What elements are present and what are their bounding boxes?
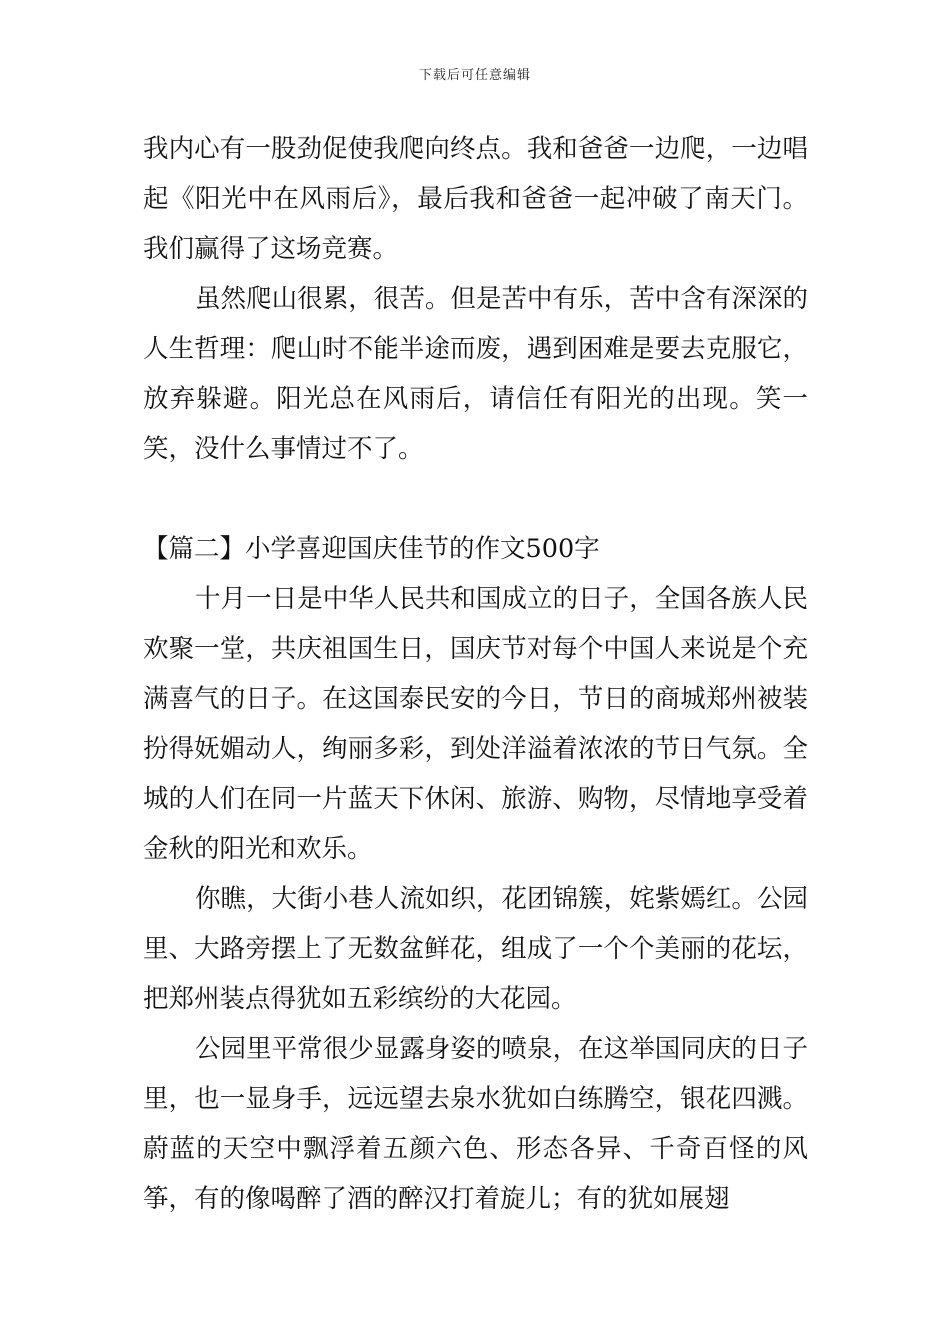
document-body: [143, 124, 808, 1224]
section-heading: 【篇二】小学喜迎国庆佳节的作文500字: [143, 534, 600, 564]
paragraph-1: 我内心有一股劲促使我爬向终点。我和爸爸一边爬，一边唱起《阳光中在风雨后》，最后我和爸爸一起冲破了南天门。我们赢得了这场竞赛。: [143, 134, 808, 264]
page-header: 下载后可任意编辑: [418, 68, 531, 83]
paragraph-5: 公园里平常很少显露身姿的喷泉，在这举国同庆的日子里，也一显身手，远远望去泉水犹如白练腾空，银花四溅。蔚蓝的天空中飘浮着五颜六色、形态各异、千奇百怪的风筝，有的像喝醉了酒的醉汉打着旋儿；有的犹如展翅: [143, 1034, 808, 1214]
section-spacer: [143, 474, 808, 524]
paragraph-3: 十月一日是中华人民共和国成立的日子，全国各族人民欢聚一堂，共庆祖国生日，国庆节对每个中国人来说是个充满喜气的日子。在这国泰民安的今日，节日的商城郑州被装扮得妩媚动人，绚丽多彩，到处洋溢着浓浓的节日气氛。全城的人们在同一片蓝天下休闲、旅游、购物，尽情地享受着金秋的阳光和欢乐。: [143, 584, 808, 864]
paragraph-2: 虽然爬山很累，很苦。但是苦中有乐，苦中含有深深的人生哲理：爬山时不能半途而废，遇到困难是要去克服它，放弃躲避。阳光总在风雨后，请信任有阳光的出现。笑一笑，没什么事情过不了。: [143, 284, 808, 464]
paragraph-4: 你瞧，大街小巷人流如织，花团锦簇，姹紫嫣红。公园里、大路旁摆上了无数盆鲜花，组成了一个个美丽的花坛，把郑州装点得犹如五彩缤纷的大花园。: [143, 884, 808, 1014]
